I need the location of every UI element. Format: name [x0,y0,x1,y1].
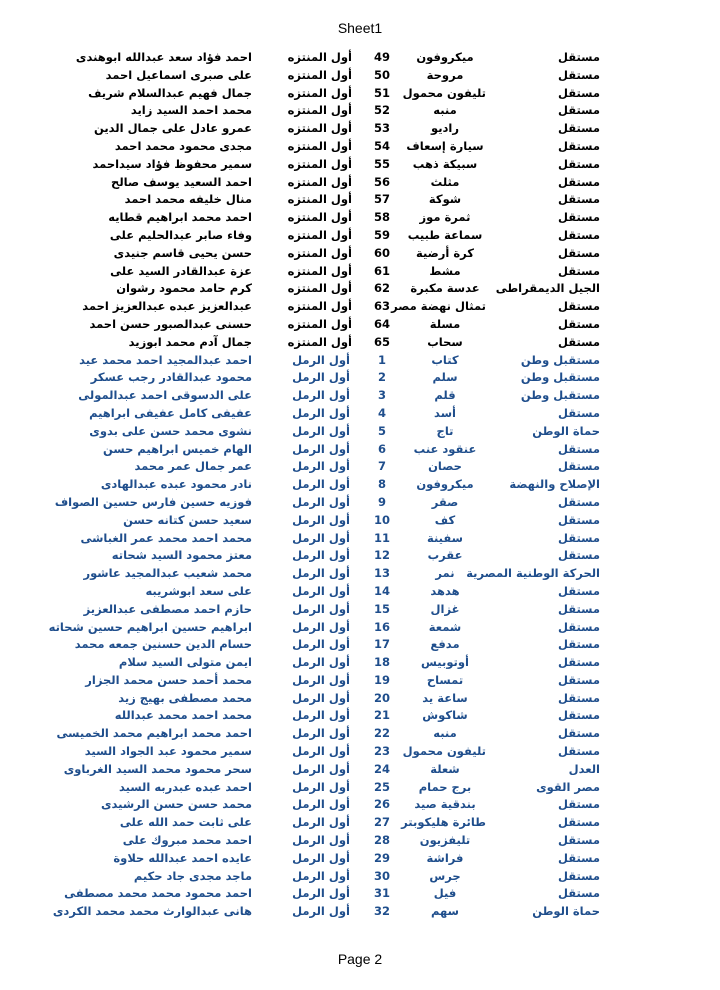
candidate-number: 52 [373,103,390,118]
candidate-number: 50 [373,67,390,82]
district: أول المنتزه [287,138,352,153]
candidate-number: 49 [373,50,390,64]
table-row [0,530,720,548]
candidate-name: احمد عبدالمجيد احمد محمد عيد [79,352,252,367]
table-row [0,547,720,565]
electoral-symbol: سبيكة ذهب [412,156,478,171]
candidate-number: 8 [377,477,386,492]
party-affiliation: مستقل [557,833,600,848]
candidate-name: احمد محمد ابراهيم قطايه [108,210,252,225]
candidate-name: فوزيه حسين فارس حسين الصواف [54,494,252,509]
electoral-symbol: شوكة [428,192,462,207]
electoral-symbol: عدسة مكبرة [410,281,480,296]
candidate-number: 23 [373,744,390,759]
party-affiliation: مستقبل وطن [520,352,600,367]
party-affiliation: مستقل [557,637,600,652]
candidate-number: 9 [377,494,386,509]
district: أول الرمل [292,886,350,901]
table-row [0,138,720,156]
party-affiliation: مستقل [557,227,600,242]
district: أول المنتزه [287,174,352,189]
district: أول المنتزه [287,281,352,296]
candidate-name: عمر جمال عمر محمد [134,459,252,474]
electoral-symbol: منبه [433,103,457,118]
candidate-name: على صبرى اسماعيل احمد [105,67,252,82]
candidate-name: جمال فهيم عبدالسلام شريف [88,85,252,100]
party-affiliation: مستقل [557,441,600,456]
candidate-number: 56 [373,174,390,189]
table-row [0,832,720,850]
candidate-name: سمير محمود عبد الجواد السيد [84,744,252,759]
candidate-number: 1 [377,352,386,367]
party-affiliation: مستقل [557,583,600,598]
candidate-number: 54 [373,138,390,153]
district: أول الرمل [292,726,350,741]
electoral-symbol: سحاب [427,334,463,349]
electoral-symbol: مشط [429,263,461,278]
table-row [0,102,720,120]
electoral-symbol: تليفون محمول [402,85,486,100]
electoral-symbol: مثلث [430,174,460,189]
candidate-name: محمد مصطفى بهيج زيد [118,690,252,705]
party-affiliation: مستقبل وطن [520,370,600,385]
table-row [0,227,720,245]
candidate-name: جمال آدم محمد ابوزيد [128,334,252,349]
district: أول الرمل [292,566,350,581]
candidate-name: محمد احمد محمد عمر الغباشى [80,530,252,545]
candidate-number: 26 [373,797,390,812]
table-row [0,49,720,67]
candidate-number: 20 [373,690,390,705]
table-row [0,476,720,494]
candidate-number: 62 [373,281,390,296]
table-row [0,601,720,619]
party-affiliation: مستقل [557,494,600,509]
candidate-number: 22 [373,726,390,741]
party-affiliation: مستقل [557,245,600,260]
district: أول الرمل [292,405,350,420]
district: أول المنتزه [287,85,352,100]
candidate-number: 15 [373,601,390,616]
table-row [0,174,720,192]
district: أول الرمل [292,388,350,403]
candidate-number: 30 [373,868,390,883]
candidate-name: الهام خميس ابراهيم حسن [103,441,252,456]
party-affiliation: مستقل [557,316,600,331]
candidate-name: محمد حسن حسن الرشيدى [100,797,252,812]
party-affiliation: مستقل [557,121,600,136]
candidate-number: 6 [377,441,386,456]
candidate-name: هانى عبدالوارث محمد محمد الكردى [52,904,252,919]
candidate-name: منال خليفه محمد احمد [124,192,252,207]
candidate-name: محمد أحمد حسن محمد الجزار [85,672,252,687]
table-row [0,494,720,512]
table-row [0,441,720,459]
electoral-symbol: جرس [429,868,461,883]
candidate-name: محمد احمد محمد عبدالله [114,708,252,723]
district: أول المنتزه [287,210,352,225]
district: أول الرمل [292,744,350,759]
table-row [0,245,720,263]
district: أول المنتزه [287,299,352,314]
district: أول الرمل [292,797,350,812]
candidate-name: على سعد ابوشريبه [145,583,252,598]
district: أول المنتزه [287,316,352,331]
electoral-symbol: سفينة [427,530,463,545]
district: أول الرمل [292,619,350,634]
district: أول المنتزه [287,227,352,242]
candidate-name: وفاء صابر عبدالحليم على [109,227,252,242]
candidate-name: حسن يحيى قاسم جنيدى [113,245,252,260]
electoral-symbol: ثمرة موز [419,210,471,225]
candidate-name: مجدى محمود محمد احمد [114,138,252,153]
table-row [0,743,720,761]
table-row [0,191,720,209]
candidate-number: 51 [373,85,390,100]
electoral-symbol: أسد [434,405,456,420]
table-row [0,565,720,583]
electoral-symbol: نمر [435,566,455,581]
page-number: Page 2 [337,951,383,967]
candidate-number: 5 [377,423,386,438]
district: أول الرمل [292,637,350,652]
party-affiliation: الجيل الديمقراطى [495,281,600,296]
electoral-symbol: شعلة [430,761,460,776]
candidate-number: 10 [373,512,390,527]
party-affiliation: مستقل [557,210,600,225]
party-affiliation: مستقل [557,886,600,901]
electoral-symbol: تمثال نهضة مصر [391,299,486,314]
electoral-symbol: مسلة [429,316,461,331]
party-affiliation: مستقل [557,726,600,741]
party-affiliation: مستقل [557,797,600,812]
party-affiliation: مستقل [557,708,600,723]
candidate-number: 58 [373,210,390,225]
candidate-number: 14 [373,583,390,598]
candidate-number: 13 [373,566,390,581]
table-row [0,512,720,530]
party-affiliation: مستقل [557,655,600,670]
district: أول الرمل [292,833,350,848]
district: أول الرمل [292,690,350,705]
candidate-name: محمد شعيب عبدالمجيد عاشور [83,566,252,581]
electoral-symbol: تليفزيون [419,833,471,848]
party-affiliation: مستقل [557,619,600,634]
electoral-symbol: بندقية صيد [414,797,476,812]
electoral-symbol: راديو [431,121,459,136]
party-affiliation: مستقل [557,672,600,687]
electoral-symbol: برج حمام [418,779,472,794]
electoral-symbol: ساعة يد [422,690,468,705]
candidate-name: عفيفى كامل عفيفى ابراهيم [89,405,252,420]
candidate-number: 25 [373,779,390,794]
table-row [0,796,720,814]
candidate-name: نشوى محمد حسن على بدوى [89,423,252,438]
party-affiliation: مستقل [557,690,600,705]
electoral-symbol: عقرب [427,548,463,563]
candidate-number: 29 [373,850,390,865]
electoral-symbol: تاج [436,423,454,438]
candidate-name: ماجد مجدى جاد حكيم [133,868,252,883]
electoral-symbol: كرة أرضية [416,245,474,260]
candidate-number: 63 [373,299,390,314]
candidate-number: 21 [373,708,390,723]
district: أول الرمل [292,761,350,776]
candidate-number: 3 [377,388,386,403]
party-affiliation: مستقل [557,174,600,189]
candidate-name: معتز محمود السيد شحاته [111,548,252,563]
party-affiliation: حماة الوطن [532,904,600,919]
candidate-name: محمود عبدالقادر رجب عسكر [90,370,252,385]
district: أول الرمل [292,708,350,723]
candidate-number: 64 [373,316,390,331]
candidate-name: كرم حامد محمود رشوان [116,281,252,296]
candidate-name: حسام الدين حسنين جمعه محمد [74,637,252,652]
table-row [0,67,720,85]
party-affiliation: مستقل [557,512,600,527]
candidate-number: 55 [373,156,390,171]
table-row [0,280,720,298]
table-row [0,120,720,138]
table-row [0,209,720,227]
district: أول المنتزه [287,334,352,349]
district: أول الرمل [292,530,350,545]
table-row [0,868,720,886]
table-row [0,850,720,868]
party-affiliation: مستقل [557,815,600,830]
candidate-name: عايده احمد عبدالله حلاوة [113,850,252,865]
party-affiliation: مستقل [557,50,600,64]
candidate-number: 19 [373,672,390,687]
district: أول الرمل [292,477,350,492]
table-row [0,423,720,441]
district: أول الرمل [292,655,350,670]
party-affiliation: مستقل [557,405,600,420]
table-row [0,156,720,174]
candidate-number: 28 [373,833,390,848]
electoral-symbol: مروحة [426,67,464,82]
district: أول الرمل [292,601,350,616]
candidate-name: نادر محمود عبده عبدالهادى [100,477,252,492]
table-row [0,352,720,370]
district: أول الرمل [292,672,350,687]
party-affiliation: حماة الوطن [532,423,600,438]
electoral-symbol: مدفع [430,637,460,652]
table-row [0,885,720,903]
district: أول الرمل [292,370,350,385]
table-row [0,903,720,921]
district: أول المنتزه [287,263,352,278]
table-row [0,405,720,423]
candidate-name: حازم احمد مصطفى عبدالعزيز [83,601,252,616]
party-affiliation: العدل [568,761,600,776]
candidate-name: سمير محفوظ فؤاد سيداحمد [92,156,252,171]
electoral-symbol: ميكروفون [416,477,474,492]
party-affiliation: مستقل [557,601,600,616]
electoral-symbol: سهم [431,904,459,919]
party-affiliation: مستقل [557,103,600,118]
table-row [0,761,720,779]
district: أول المنتزه [287,192,352,207]
party-affiliation: مصر القوى [536,779,600,794]
district: أول الرمل [292,904,350,919]
candidate-number: 18 [373,655,390,670]
electoral-symbol: عنقود عنب [413,441,477,456]
candidate-name: احمد محمد مبروك على [122,833,252,848]
district: أول الرمل [292,423,350,438]
candidate-number: 2 [377,370,386,385]
candidate-number: 31 [373,886,390,901]
district: أول المنتزه [287,103,352,118]
candidate-name: عمرو عادل على جمال الدين [94,121,252,136]
candidate-name: عبدالعزيز عبده عبدالعزيز احمد [82,299,252,314]
candidate-name: احمد محمود محمد محمد مصطفى [64,886,252,901]
electoral-symbol: صقر [431,494,459,509]
district: أول الرمل [292,815,350,830]
district: أول الرمل [292,779,350,794]
table-row [0,725,720,743]
table-row [0,814,720,832]
party-affiliation: مستقل [557,67,600,82]
party-affiliation: مستقل [557,850,600,865]
district: أول الرمل [292,441,350,456]
table-row [0,636,720,654]
party-affiliation: مستقل [557,156,600,171]
district: أول الرمل [292,494,350,509]
electoral-symbol: فيل [433,886,457,901]
party-affiliation: مستقل [557,299,600,314]
candidate-number: 53 [373,121,390,136]
district: أول الرمل [292,459,350,474]
table-row [0,583,720,601]
candidate-name: محمد احمد السيد زايد [130,103,252,118]
electoral-symbol: سماعة طبيب [407,227,483,242]
party-affiliation: مستقل [557,868,600,883]
candidate-number: 59 [373,227,390,242]
district: أول الرمل [292,512,350,527]
candidate-name: احمد فؤاد سعد عبدالله ابوهندى [75,50,252,64]
electoral-symbol: شاكوش [422,708,468,723]
table-row [0,387,720,405]
candidate-name: ابراهيم حسين ابراهيم حسين شحاته [48,619,252,634]
table-row [0,85,720,103]
electoral-symbol: منبه [433,726,457,741]
district: أول الرمل [292,548,350,563]
candidate-number: 4 [377,405,386,420]
candidate-number: 32 [373,904,390,919]
table-row [0,619,720,637]
electoral-symbol: غزال [430,601,460,616]
table-row [0,779,720,797]
candidate-number: 17 [373,637,390,652]
table-row [0,672,720,690]
table-row [0,707,720,725]
candidate-number: 57 [373,192,390,207]
party-affiliation: مستقل [557,459,600,474]
district: أول المنتزه [287,50,352,64]
candidate-number: 16 [373,619,390,634]
district: أول المنتزه [287,121,352,136]
district: أول الرمل [292,583,350,598]
candidate-name: سعيد حسن كتانه حسن [123,512,252,527]
candidate-name: عزة عبدالقادر السيد على [110,263,252,278]
party-affiliation: مستقل [557,263,600,278]
party-affiliation: مستقل [557,548,600,563]
table-row [0,298,720,316]
district: أول المنتزه [287,156,352,171]
table-row [0,369,720,387]
district: أول المنتزه [287,245,352,260]
table-row [0,334,720,352]
candidate-number: 7 [377,459,386,474]
party-affiliation: الإصلاح والنهضة [509,477,600,492]
candidate-number: 27 [373,815,390,830]
party-affiliation: مستقل [557,530,600,545]
candidate-number: 11 [373,530,390,545]
candidate-number: 24 [373,761,390,776]
electoral-symbol: شمعة [428,619,462,634]
candidate-name: سحر محمود محمد السيد الغرباوى [63,761,252,776]
party-affiliation: مستقل [557,85,600,100]
party-affiliation: مستقبل وطن [520,388,600,403]
candidate-number: 12 [373,548,390,563]
district: أول الرمل [292,850,350,865]
party-affiliation: الحركة الوطنية المصرية [466,566,600,581]
electoral-symbol: طائرة هليكوبتر [401,815,486,830]
table-row [0,263,720,281]
electoral-symbol: قلم [434,388,456,403]
district: أول الرمل [292,352,350,367]
table-row [0,316,720,334]
party-affiliation: مستقل [557,334,600,349]
candidates-table [0,49,720,921]
table-row [0,458,720,476]
district: أول المنتزه [287,67,352,82]
electoral-symbol: كف [434,512,456,527]
candidate-number: 61 [373,263,390,278]
electoral-symbol: أوتوبيس [421,655,469,670]
electoral-symbol: هدهد [430,583,460,598]
table-row [0,654,720,672]
electoral-symbol: تليفون محمول [402,744,486,759]
table-row [0,690,720,708]
candidate-number: 60 [373,245,390,260]
candidate-name: احمد عبده عبدربه السيد [119,779,252,794]
sheet-title: Sheet1 [337,20,383,36]
electoral-symbol: حصان [428,459,462,474]
electoral-symbol: سلم [432,370,458,385]
candidate-number: 65 [373,334,390,349]
electoral-symbol: كتاب [431,352,459,367]
electoral-symbol: تمساح [426,672,464,687]
candidate-name: على الدسوقى احمد عبدالمولى [78,388,252,403]
party-affiliation: مستقل [557,192,600,207]
party-affiliation: مستقل [557,744,600,759]
candidate-name: على ثابت حمد الله على [119,815,252,830]
candidate-name: ايمن متولى السيد سلام [118,655,252,670]
party-affiliation: مستقل [557,138,600,153]
electoral-symbol: ميكروفون [416,50,474,64]
district: أول الرمل [292,868,350,883]
candidate-name: احمد السعيد يوسف صالح [111,174,252,189]
electoral-symbol: سيارة إسعاف [406,138,484,153]
candidate-name: حسنى عبدالصبور حسن احمد [89,316,252,331]
candidate-name: احمد محمد ابراهيم محمد الخميسى [56,726,252,741]
electoral-symbol: فراشة [426,850,464,865]
